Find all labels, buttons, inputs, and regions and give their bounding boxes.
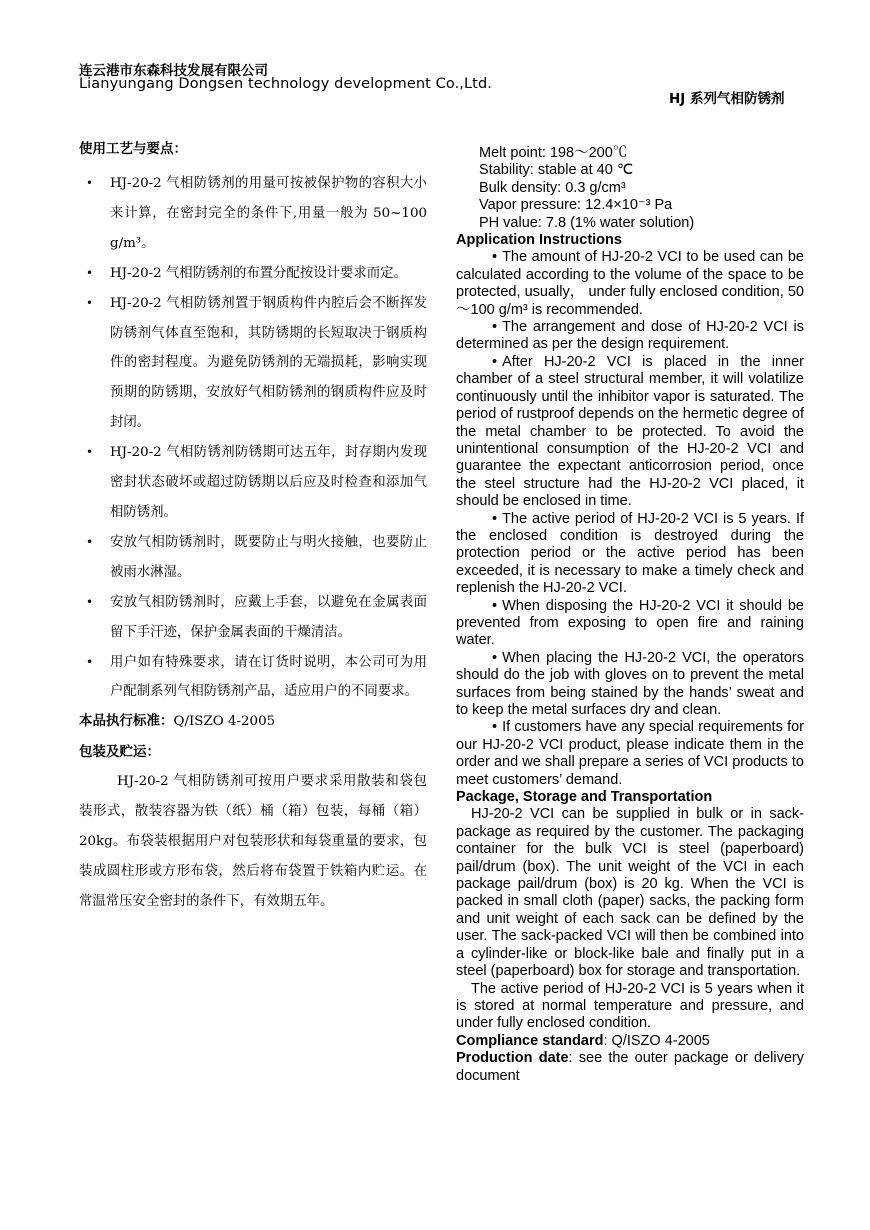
bullet-icon: • [86,445,94,460]
usage-item [79,169,427,259]
application-item [456,511,804,598]
bullet-icon: • [86,534,94,549]
application-item [456,354,804,511]
application-item-text: The active period of HJ-20-2 VCI is 5 years. If the enclosed condition is destroyed during the protection period or the active period has been exceeded, it is necessary to make a timely check and replenish the HJ-20-2 VCI. [456,510,804,597]
usage-item [79,588,427,648]
spec-bulk-density: Bulk density: 0.3 g/cm³ [479,179,626,196]
standard-line [79,706,427,737]
usage-item [79,289,427,439]
usage-item-text: HJ-20-2 气相防锈剂的布置分配按设计要求而定。 [110,265,407,281]
package-heading-en: Package, Storage and Transportation [456,789,713,806]
product-series-title: HJ 系列气相防锈剂 [669,91,785,107]
spec-vapor-pressure: Vapor pressure: 12.4×10⁻³ Pa [479,197,673,214]
spec-stability: Stability: stable at 40 ℃ [479,162,634,179]
application-item [456,719,804,789]
application-item [456,319,804,354]
application-item-text: The arrangement and dose of HJ-20-2 VCI is determined as per the design requirement. [456,319,804,353]
usage-item-text: HJ-20-2 气相防锈剂的用量可按被保护物的容积大小来计算，在密封完全的条件下,用量一般为 50~100 g/m³。 [110,176,427,251]
english-column [456,145,804,1085]
bullet-icon: • [492,719,498,736]
bullet-icon: • [492,597,498,614]
application-item-text: When placing the HJ-20-2 VCI, the operators should do the job with gloves on to prevent the metal surfaces from being stained by the hands’ sweat and to keep the metal surfaces dry and clean. [456,649,804,718]
package-paragraph-cn: HJ-20-2 气相防锈剂可按用户要求采用散装和袋包装形式，散装容器为铁（纸）桶（箱）包装，每桶（箱）20kg。布袋装根据用户对包装形状和每袋重量的要求，包装成圆柱形或方形布袋，然后将布袋置于铁箱内贮运。在常温常压安全密封的条件下，有效期五年。 [79,774,427,909]
production-value: : see the outer package or delivery document [456,1050,804,1084]
usage-heading: 使用工艺与要点： [79,141,187,157]
package-heading-cn: 包装及贮运： [79,744,160,761]
chinese-column [79,137,427,917]
bullet-icon: • [86,295,94,310]
bullet-icon: • [86,594,94,609]
application-item [456,598,804,650]
standard-label: 本品执行标准： [79,713,174,730]
application-item-text: If customers have any special requirements for our HJ-20-2 VCI product, please indicate them in the order and we shall prepare a series of VCI products to meet customers’ demand. [456,719,804,788]
bullet-icon: • [492,353,498,370]
compliance-standard [456,1033,804,1050]
usage-list [79,169,427,707]
bullet-icon: • [492,319,498,336]
compliance-label: Compliance standard [456,1032,604,1049]
usage-item [79,438,427,528]
usage-item [79,528,427,588]
usage-item [79,648,427,708]
bullet-icon: • [86,176,94,190]
active-period-paragraph: The active period of HJ-20-2 VCI is 5 years when it is stored at normal temperature and pressure, and under fully enclosed condition. [456,980,804,1032]
usage-item-text: HJ-20-2 气相防锈剂置于钢质构件内腔后会不断挥发防锈剂气体直至饱和，其防锈期的长短取决于钢质构件的密封程度。为避免防锈剂的无端损耗，影响实现预期的防锈期，安放好气相防锈剂的钢质构件应及时封闭。 [110,295,427,431]
application-item [456,650,804,720]
application-item-text: After HJ-20-2 VCI is placed in the inner chamber of a steel structural member, it will volatilize continuously until the inhibitor vapor is saturated. The period of rustproof depends on the hermetic degree of the metal chamber to be protected. To avoid the unintentional consumption of the HJ-20-2 VCI and guarantee the expectant anticorrosion period, once the steel structure had the HJ-20-2 VCI placed, it should be enclosed in time. [456,353,804,510]
compliance-value: : Q/ISZO 4-2005 [603,1032,710,1049]
usage-item [79,259,427,289]
bullet-icon: • [492,510,498,527]
application-item-text: When disposing the HJ-20-2 VCI it should be prevented from exposing to open fire and raining water. [456,597,804,649]
standard-value: Q/ISZO 4-2005 [173,714,276,730]
bullet-icon: • [492,249,498,266]
usage-item-text: 安放气相防锈剂时，既要防止与明火接触，也要防止被雨水淋湿。 [110,534,427,580]
bullet-icon: • [86,265,94,280]
company-name-cn: 连云港市东森科技发展有限公司 [79,63,268,79]
usage-item-text: 用户如有特殊要求，请在订货时说明，本公司可为用户配制系列气相防锈剂产品，适应用户的不同要求。 [110,654,427,700]
production-date [456,1050,804,1085]
company-name-en: Lianyungang Dongsen technology development Co.,Ltd. [79,76,492,92]
usage-item-text: HJ-20-2 气相防锈剂防锈期可达五年，封存期内发现密封状态破坏或超过防锈期以后应及时检查和添加气相防锈剂。 [110,445,427,520]
bullet-icon: • [86,654,94,669]
usage-item-text: 安放气相防锈剂时，应戴上手套，以避免在金属表面留下手汗迹，保护金属表面的干燥清洁。 [110,594,427,640]
spec-ph-value: PH value: 7.8 (1% water solution) [479,214,695,231]
production-label: Production date [456,1050,569,1067]
spec-melt-point: Melt point: 198～200℃ [479,145,628,161]
package-paragraph-en: HJ-20-2 VCI can be supplied in bulk or in sack-package as required by the customer. The packaging container for the bulk VCI is steel (paperboard) pail/drum (box). The unit weight of the VCI in each package pail/drum (box) is 20 kg. When the VCI is packed in small cloth (paper) sacks, the packing form and unit weight of each sack can be defined by the user. The sack-packed VCI will then be combined into a cylinder-like or block-like bale and finally put in a steel (paperboard) box for storage and transportation. [456,806,804,980]
application-item-text: The amount of HJ-20-2 VCI to be used can be calculated according to the volume of the space to be protected, usually， under fully enclosed condition, 50～100 g/m³ is recommended. [456,249,804,318]
application-item [456,249,804,319]
bullet-icon: • [492,649,498,666]
application-heading: Application Instructions [456,232,622,249]
